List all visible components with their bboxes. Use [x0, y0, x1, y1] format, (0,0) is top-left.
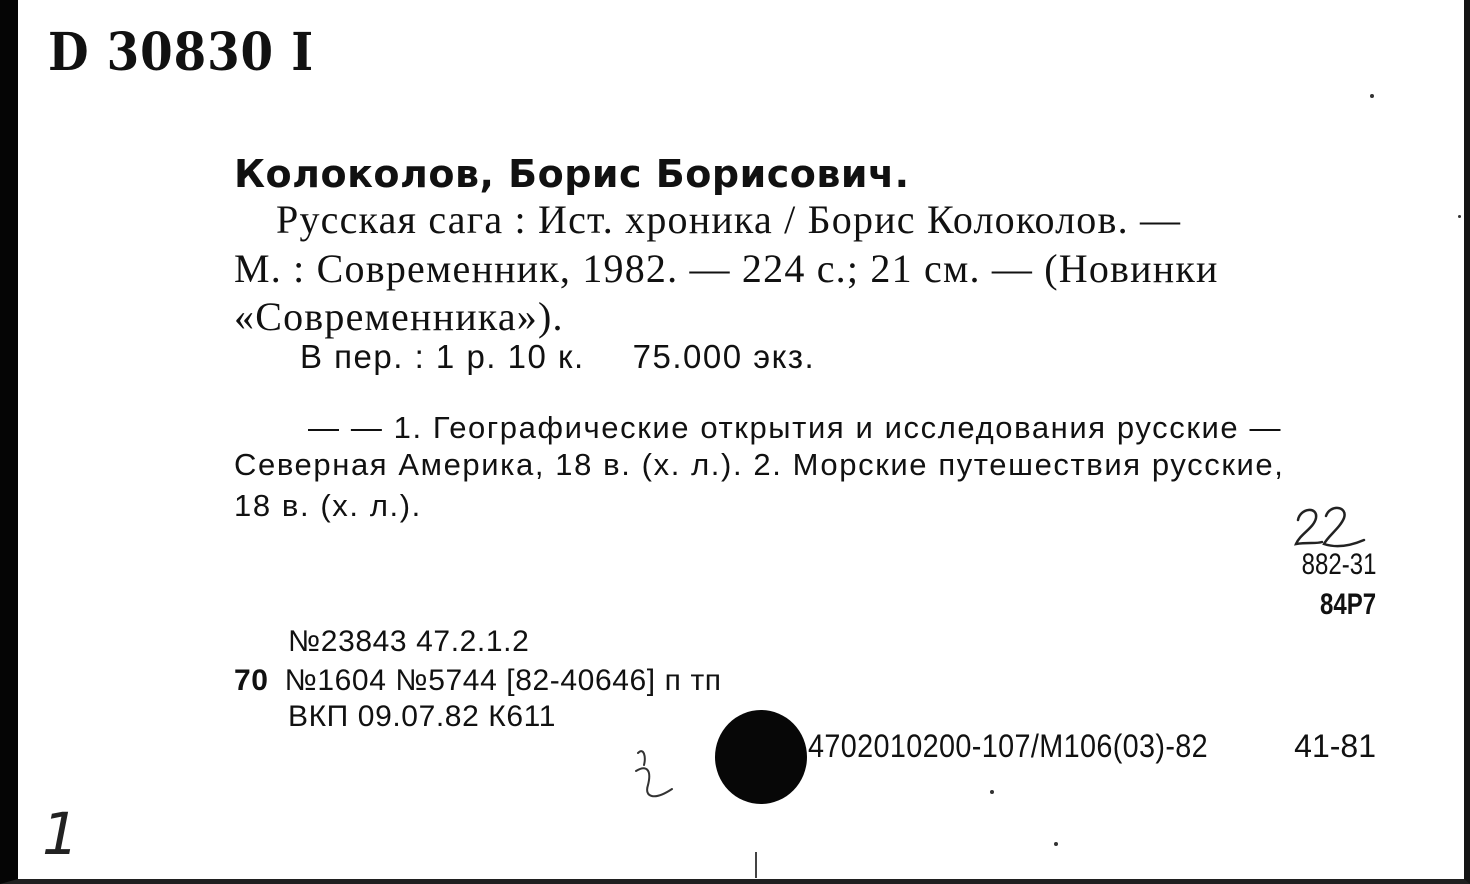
- registration-line-2-text: №1604 №5744 [82-40646] п тп: [284, 664, 722, 697]
- handwritten-initials: [632, 745, 682, 805]
- classification-bbk: 882-31: [1301, 548, 1376, 581]
- speck: [990, 790, 994, 794]
- handwritten-mark: [1290, 500, 1370, 555]
- registration-line-2: [234, 664, 722, 698]
- description-line-1: Русская сага : Ист. хроника / Борис Колоколов. —: [276, 197, 1182, 242]
- subjects-line-2: Северная Америка, 18 в. (х. л.). 2. Морские путешествия русские,: [234, 447, 1285, 482]
- speck: [1458, 215, 1461, 218]
- speck: [1054, 842, 1058, 846]
- subjects-line-1: — — 1. Географические открытия и исследования русские —: [308, 410, 1283, 445]
- price-line: [300, 338, 815, 376]
- catalog-number: D 30830 I: [48, 22, 314, 83]
- description-line-3: «Современника»).: [234, 294, 564, 339]
- speck-line: [755, 852, 757, 878]
- description-line-2: М. : Современник, 1982. — 224 с.; 21 см. — (Новинки: [234, 246, 1219, 291]
- price: В пер. : 1 р. 10 к.: [300, 338, 585, 375]
- isbn-suffix: 41-81: [1294, 728, 1376, 764]
- speck: [1370, 94, 1374, 98]
- registration-line-1: №23843 47.2.1.2: [288, 625, 530, 658]
- registration-line-3: ВКП 09.07.82 К611: [288, 700, 556, 733]
- author-heading: Колоколов, Борис Борисович.: [234, 152, 910, 196]
- handwritten-number: 1: [42, 800, 79, 868]
- classification-author-mark: 84Р7: [1319, 588, 1376, 621]
- registration-number-prefix: 70: [234, 664, 269, 697]
- isbn-code: 4702010200-107/М106(03)-82: [808, 728, 1209, 764]
- circulation: 75.000 экз.: [632, 338, 816, 375]
- subjects-line-3: 18 в. (х. л.).: [234, 488, 422, 523]
- punch-hole: [715, 710, 807, 804]
